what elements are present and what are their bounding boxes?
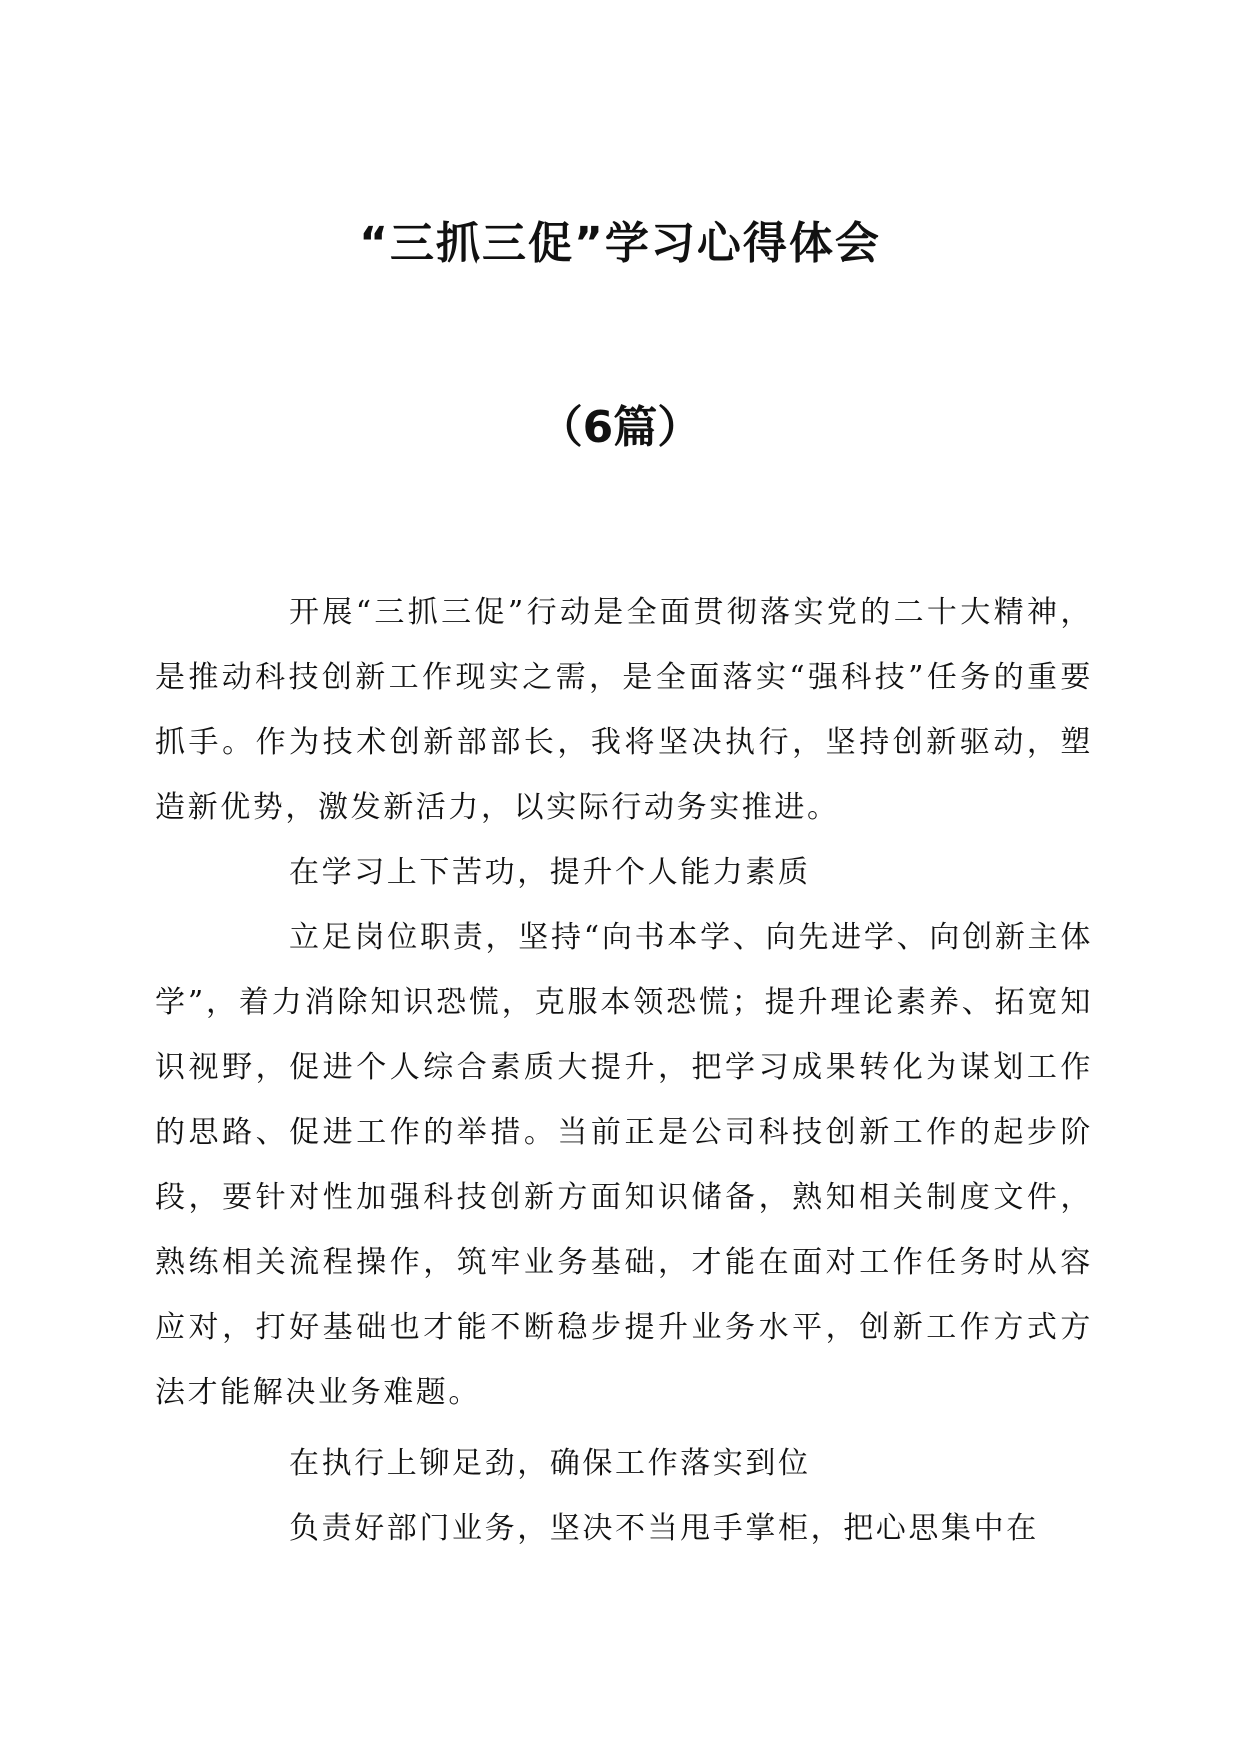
execution-paragraph: 负责好部门业务，坚决不当甩手掌柜，把心思集中在: [289, 1511, 1039, 1546]
study-paragraph: 立足岗位职责，坚持“向书本学、向先进学、向创新主体学”，着力消除知识恐慌，克服本领恐慌；提升理论素养、拓宽知识视野，促进个人综合素质大提升，把学习成果转化为谋划工作的思路、促进工作的举措。当前正是公司科技创新工作的起步阶段，要针对性加强科技创新方面知识储备，熟知相关制度文件，熟练相关流程操作，筑牢业务基础，才能在面对工作任务时从容应对，打好基础也才能不断稳步提升业务水平，创新工作方式方法才能解决业务难题。: [155, 920, 1093, 1410]
document-title: “三抓三促”学习心得体会: [359, 218, 881, 269]
section-heading-study: 在学习上下苦功，提升个人能力素质: [289, 855, 811, 890]
section-heading-execution: 在执行上铆足劲，确保工作落实到位: [289, 1446, 811, 1481]
document-subtitle: （6篇）: [538, 402, 702, 453]
document-body: [155, 580, 1093, 1561]
intro-paragraph: 开展“三抓三促”行动是全面贯彻落实党的二十大精神，是推动科技创新工作现实之需，是全面落实“强科技”任务的重要抓手。作为技术创新部部长，我将坚决执行，坚持创新驱动，塑造新优势，激发新活力，以实际行动务实推进。: [155, 595, 1093, 825]
